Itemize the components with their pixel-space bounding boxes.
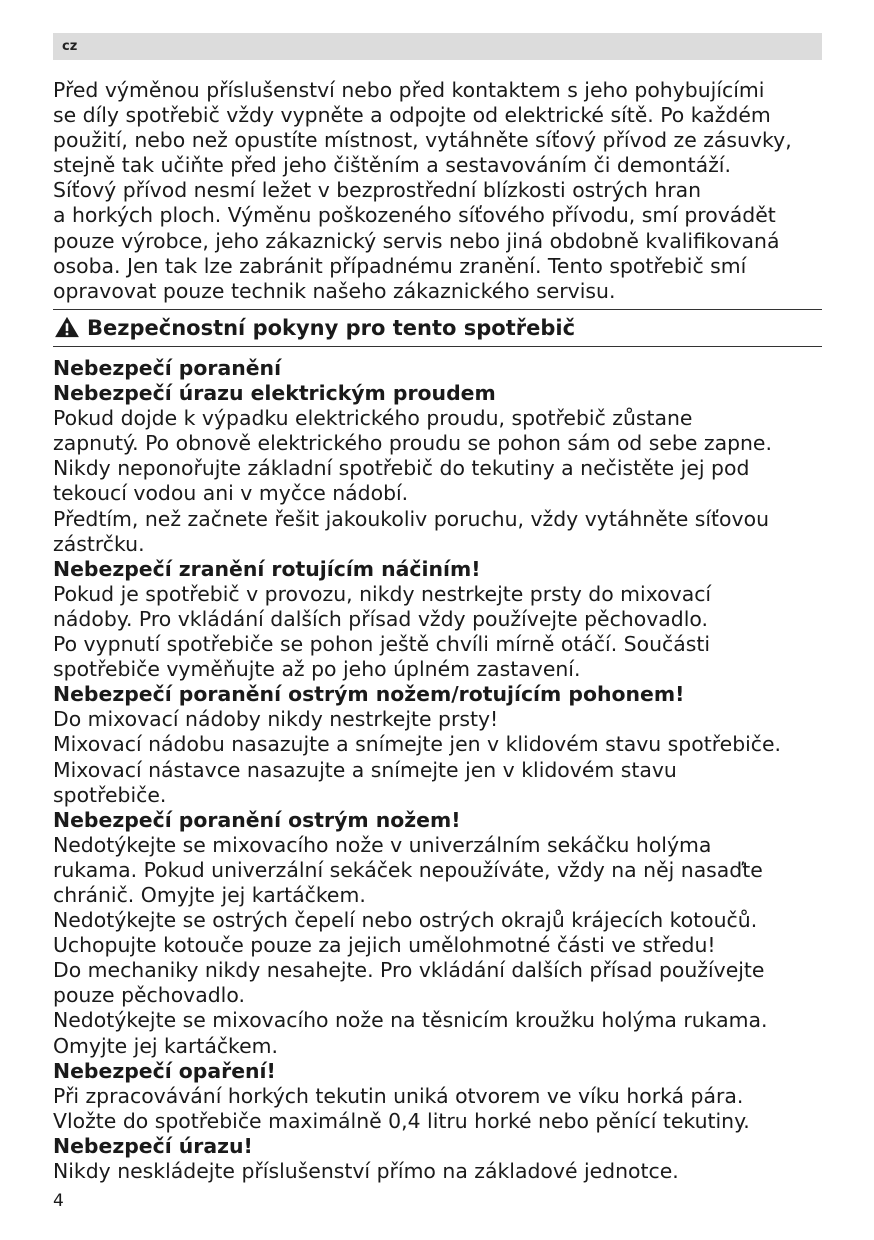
page-number: 4 <box>53 1191 64 1211</box>
intro-line: a horkých ploch. Výměnu poškozeného síťového přívodu, smí provádět <box>53 203 776 228</box>
intro-line: použití, nebo než opustíte místnost, vytáhněte síťový přívod ze zásuvky, <box>53 128 792 153</box>
safety-heading <box>53 315 575 342</box>
section-line: Do mechaniky nikdy nesahejte. Pro vkládání dalších přísad používejte <box>53 958 765 983</box>
section-line: zástrčku. <box>53 531 145 556</box>
section-line: chránič. Omyjte jej kartáčkem. <box>53 882 366 907</box>
section-line: Mixovací nástavce nasazujte a snímejte jen v klidovém stavu <box>53 757 677 782</box>
section-line: rukama. Pokud univerzální sekáček nepoužíváte, vždy na něj nasaďte <box>53 857 763 882</box>
section-line: Nedotýkejte se mixovacího nože na těsnicím kroužku holýma rukama. <box>53 1008 768 1033</box>
section-line: Pokud dojde k výpadku elektrického proudu, spotřebič zůstane <box>53 406 693 431</box>
intro-paragraph <box>53 78 843 304</box>
section-line: Při zpracovávání horkých tekutin uniká otvorem ve víku horká pára. <box>53 1083 744 1108</box>
intro-line: Před výměnou příslušenství nebo před kontaktem s jeho pohybujícími <box>53 78 765 102</box>
section-title: Nebezpečí úrazu! <box>53 1133 253 1158</box>
section-title: Nebezpečí úrazu elektrickým proudem <box>53 381 496 406</box>
section-line: pouze pěchovadlo. <box>53 983 245 1008</box>
section-line: Do mixovací nádoby nikdy nestrkejte prsty! <box>53 707 499 732</box>
section-line: spotřebiče. <box>53 782 167 807</box>
intro-line: stejně tak učiňte před jeho čištěním a sestavováním či demontáží. <box>53 153 731 178</box>
section-line: nádoby. Pro vkládání dalších přísad vždy používejte pěchovadlo. <box>53 606 708 631</box>
section-title: Nebezpečí zranění rotujícím náčiním! <box>53 556 481 581</box>
section-line: Mixovací nádobu nasazujte a snímejte jen v klidovém stavu spotřebiče. <box>53 732 782 757</box>
intro-line: Síťový přívod nesmí ležet v bezprostřední blízkosti ostrých hran <box>53 178 702 203</box>
section-line: Vložte do spotřebiče maximálně 0,4 litru horké nebo pěnící tekutiny. <box>53 1108 750 1133</box>
section-line: Omyjte jej kartáčkem. <box>53 1033 279 1058</box>
safety-heading-text: Bezpečnostní pokyny pro tento spotřebič <box>87 316 576 340</box>
intro-line: opravovat pouze technik našeho zákaznického servisu. <box>53 278 616 303</box>
section-line: Po vypnutí spotřebiče se pohon ještě chvíli mírně otáčí. Součásti <box>53 632 710 657</box>
section-line: zapnutý. Po obnově elektrického proudu se pohon sám od sebe zapne. <box>53 431 772 456</box>
section-line: tekoucí vodou ani v myčce nádobí. <box>53 481 409 506</box>
section-title: Nebezpečí poranění <box>53 356 282 380</box>
intro-line: osoba. Jen tak lze zabránit případnému zranění. Tento spotřebič smí <box>53 253 747 278</box>
section-title: Nebezpečí opaření! <box>53 1058 276 1083</box>
section-line: Nikdy neskládejte příslušenství přímo na základové jednotce. <box>53 1159 679 1183</box>
section-line: Nikdy neponořujte základní spotřebič do tekutiny a nečistěte jej pod <box>53 456 750 481</box>
safety-heading-block <box>53 309 822 347</box>
intro-line: se díly spotřebič vždy vypněte a odpojte od elektrické sítě. Po každém <box>53 103 771 128</box>
section-line: Uchopujte kotouče pouze za jejich umělohmotné části ve středu! <box>53 933 716 958</box>
section-line: spotřebiče vyměňujte až po jeho úplném zastavení. <box>53 657 581 682</box>
section-title: Nebezpečí poranění ostrým nožem! <box>53 807 461 832</box>
section-line: Nedotýkejte se ostrých čepelí nebo ostrých okrajů krájecích kotoučů. <box>53 908 758 933</box>
section-line: Nedotýkejte se mixovacího nože v univerzálním sekáčku holýma <box>53 832 712 857</box>
section-title: Nebezpečí poranění ostrým nožem/rotujícím pohonem! <box>53 682 685 707</box>
section-line: Předtím, než začnete řešit jakoukoliv poruchu, vždy vytáhněte síťovou <box>53 506 769 531</box>
warning-triangle-icon <box>53 316 81 338</box>
language-bar <box>53 33 822 60</box>
safety-sections <box>53 356 843 1184</box>
intro-line: pouze výrobce, jeho zákaznický servis nebo jiná obdobně kvalifikovaná <box>53 228 780 253</box>
section-line: Pokud je spotřebič v provozu, nikdy nestrkejte prsty do mixovací <box>53 581 712 606</box>
language-code: cz <box>62 39 78 54</box>
